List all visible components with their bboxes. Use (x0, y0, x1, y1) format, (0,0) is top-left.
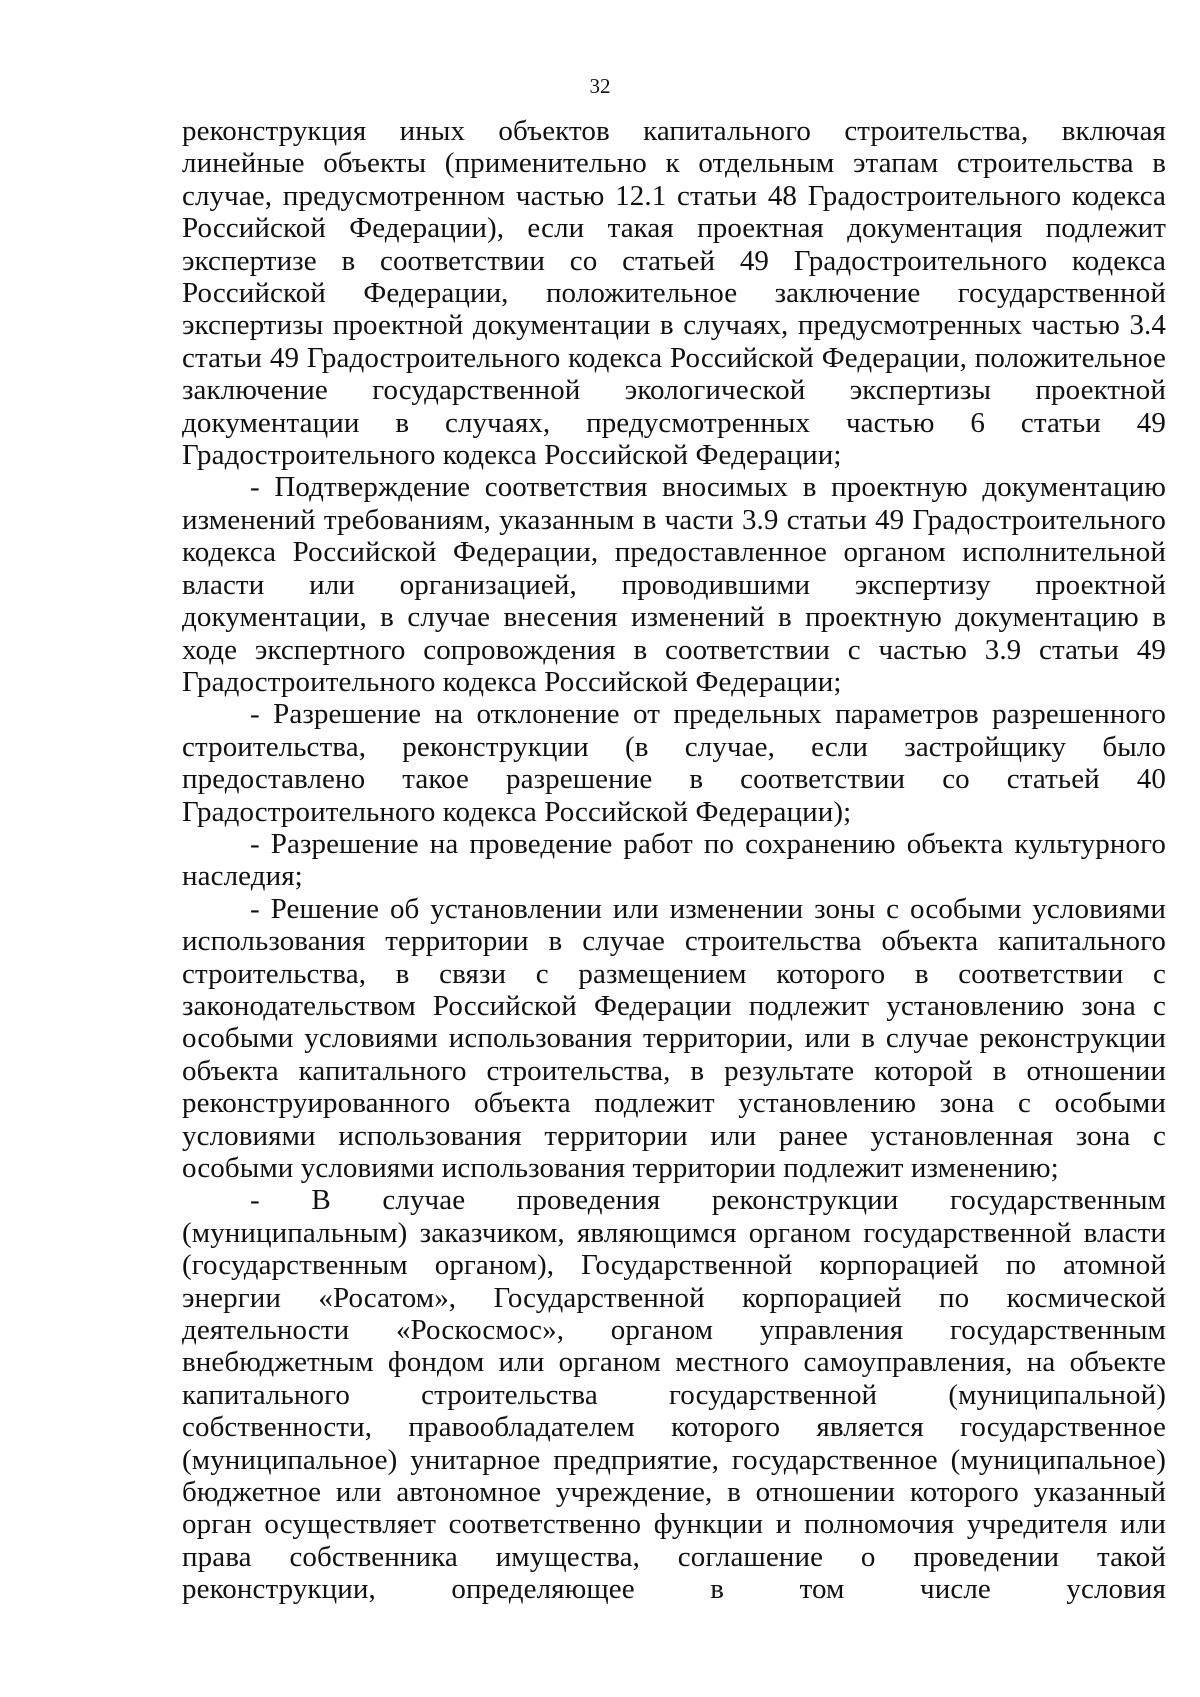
paragraph-reconstruction-expertise: реконструкция иных объектов капитального строительства, включая линейные объекты (применительно к отдельным этапам строительства в случае, предусмотренном частью 12.1 статьи 48 Градостроительного кодекса Российской Федерации), если такая проектная документация подлежит экспертизе в соответствии со статьей 49 Градостроительного кодекса Российской Федерации, положительное заключение государственной экспертизы проектной документации в случаях, предусмотренных частью 3.4 статьи 49 Градостроительного кодекса Российской Федерации, положительное заключение государственной экологической экспертизы проектной документации в случаях, предусмотренных частью 6 статьи 49 Градостроительного кодекса Российской Федерации; (182, 115, 1166, 472)
paragraph-state-customer-reconstruction: - В случае проведения реконструкции государственным (муниципальным) заказчиком, являющимся органом государственной власти (государственным органом), Государственной корпорацией по атомной энергии «Росатом», Государственной корпорацией по космической деятельности «Роскосмос», органом управления государственным внебюджетным фондом или органом местного самоуправления, на объекте капитального строительства государственной (муниципальной) собственности, правообладателем которого является государственное (муниципальное) унитарное предприятие, государственное (муниципальное) бюджетное или автономное учреждение, в отношении которого указанный орган осуществляет соответственно функции и полномочия учредителя или права собственника имущества, соглашение о проведении такой реконструкции, определяющее в том числе условия (182, 1184, 1166, 1606)
document-body (182, 115, 1166, 1606)
paragraph-cultural-heritage-permit: - Разрешение на проведение работ по сохранению объекта культурного наследия; (182, 827, 1166, 893)
page-number: 32 (589, 74, 611, 98)
paragraph-special-zone-decision: - Решение об установлении или изменении зоны с особыми условиями использования территории в случае строительства объекта капитального строительства, в связи с размещением которого в соответствии с законодательством Российской Федерации подлежит установлению зона с особыми условиями использования территории, или в случае реконструкции объекта капитального строительства, в результате которой в отношении реконструированного объекта подлежит установлению зона с особыми условиями использования территории или ранее установленная зона с особыми условиями использования территории подлежит изменению; (182, 892, 1166, 1184)
paragraph-design-changes-confirmation: - Подтверждение соответствия вносимых в проектную документацию изменений требованиям, указанным в части 3.9 статьи 49 Градостроительного кодекса Российской Федерации, предоставленное органом исполнительной власти или организацией, проводившими экспертизу проектной документации, в случае внесения изменений в проектную документацию в ходе экспертного сопровождения в соответствии с частью 3.9 статьи 49 Градостроительного кодекса Российской Федерации; (182, 471, 1166, 698)
paragraph-deviation-permit: - Разрешение на отклонение от предельных параметров разрешенного строительства, реконструкции (в случае, если застройщику было предоставлено такое разрешение в соответствии со статьей 40 Градостроительного кодекса Российской Федерации); (182, 698, 1166, 828)
